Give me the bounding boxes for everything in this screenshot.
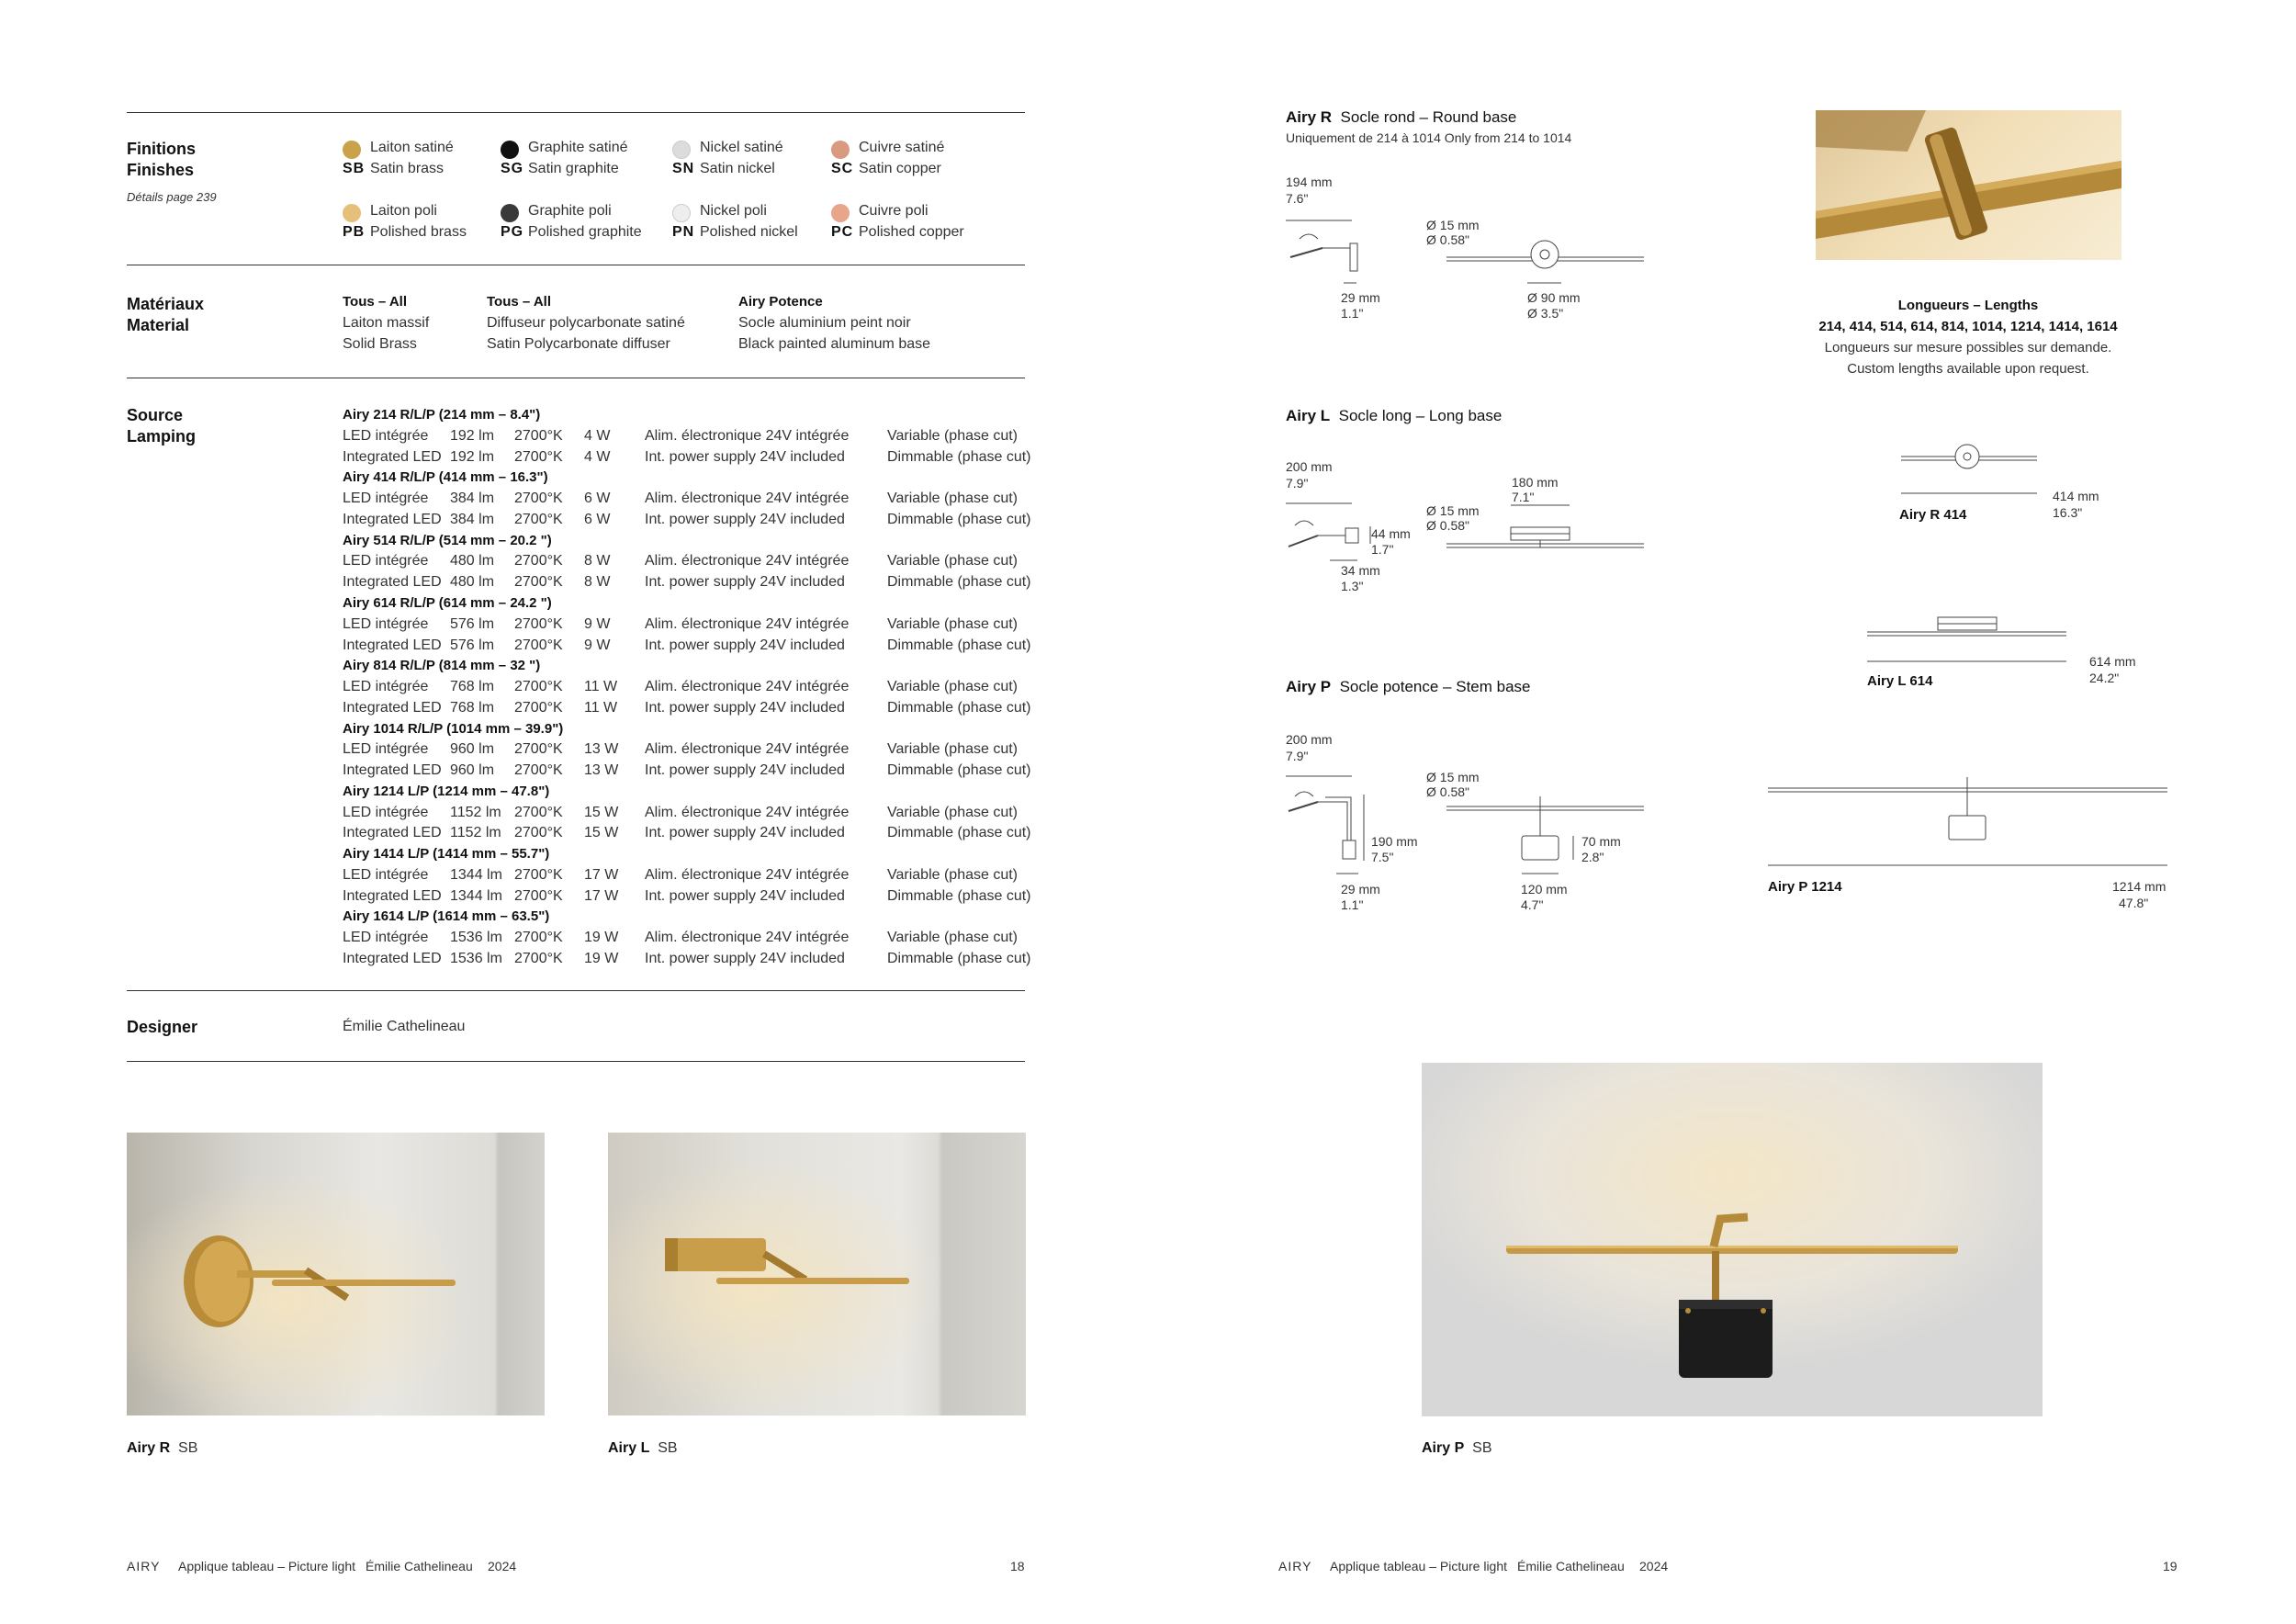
material-col-en: Black painted aluminum base xyxy=(738,336,931,352)
source-color-temp: 2700°K xyxy=(514,511,563,527)
designer-label: Designer xyxy=(127,1018,198,1036)
material-col-en: Satin Polycarbonate diffuser xyxy=(487,336,670,352)
finish-name-en: Polished copper xyxy=(859,224,964,240)
finish-name-en: Satin brass xyxy=(370,161,445,176)
source-lumens: 1536 lm xyxy=(450,951,502,966)
source-lumens: 960 lm xyxy=(450,762,495,779)
source-dimming: Variable (phase cut) xyxy=(887,930,1018,946)
source-led-type: LED intégrée xyxy=(343,553,429,570)
finish-name-fr: Nickel poli xyxy=(700,203,767,219)
source-power-supply: Int. power supply 24V included xyxy=(645,951,845,966)
source-led-type: LED intégrée xyxy=(343,427,429,444)
airy-l-dim-height-in: 1.7" xyxy=(1371,542,1394,557)
finish-code: PN xyxy=(672,224,695,240)
source-led-type: LED intégrée xyxy=(343,491,429,507)
footer-year-right: 2024 xyxy=(1639,1559,1669,1573)
airy-r-heading xyxy=(1286,108,1516,127)
airy-l-dim-tube: Ø 15 mm xyxy=(1426,503,1480,518)
source-power-supply: Int. power supply 24V included xyxy=(645,887,845,904)
material-col-fr: Diffuseur polycarbonate satiné xyxy=(487,315,685,331)
airy-p-dim-tube: Ø 15 mm xyxy=(1426,770,1480,784)
source-dimming: Variable (phase cut) xyxy=(887,741,1018,758)
source-led-type: LED intégrée xyxy=(343,930,429,946)
airy-l-dim-width: 200 mm xyxy=(1286,459,1333,474)
finish-code: SB xyxy=(343,161,366,176)
source-led-type: LED intégrée xyxy=(343,679,429,694)
source-led-type: Integrated LED xyxy=(343,825,442,841)
photo-detail-joint xyxy=(1816,110,2122,260)
source-led-type: Integrated LED xyxy=(343,448,442,465)
airy-r-lamp-illustration xyxy=(127,1133,545,1415)
airy-p-dim-height-in: 7.5" xyxy=(1371,850,1394,864)
source-led-type: Integrated LED xyxy=(343,887,442,904)
divider-top xyxy=(127,112,1025,113)
source-power-supply: Int. power supply 24V included xyxy=(645,825,845,841)
source-wattage: 9 W xyxy=(584,615,611,632)
airy-p-dim-width-in: 7.9" xyxy=(1286,749,1309,763)
source-power-supply: Int. power supply 24V included xyxy=(645,448,845,465)
source-wattage: 8 W xyxy=(584,574,611,591)
airy-p-dim-height: 190 mm xyxy=(1371,834,1418,849)
source-model-title: Airy 414 R/L/P (414 mm – 16.3") xyxy=(343,469,548,486)
airy-l-dim-tube-in: Ø 0.58" xyxy=(1426,518,1469,533)
source-lumens: 1152 lm xyxy=(450,825,501,841)
example-airy-l-614-mm: 614 mm xyxy=(2089,654,2136,669)
airy-r-dim-width: 194 mm xyxy=(1286,175,1333,189)
source-dimming: Dimmable (phase cut) xyxy=(887,574,1031,591)
footer-brand-left: AIRY xyxy=(127,1559,161,1573)
source-lumens: 1536 lm xyxy=(450,930,502,946)
finish-code: SC xyxy=(831,161,854,176)
finish-name-en: Polished brass xyxy=(370,224,467,240)
finish-name-en: Satin copper xyxy=(859,161,941,176)
source-power-supply: Int. power supply 24V included xyxy=(645,574,845,591)
finish-code: SN xyxy=(672,161,695,176)
source-color-temp: 2700°K xyxy=(514,448,563,465)
source-lumens: 480 lm xyxy=(450,574,495,591)
source-power-supply: Int. power supply 24V included xyxy=(645,511,845,527)
source-model-title: Airy 1014 R/L/P (1014 mm – 39.9") xyxy=(343,720,564,737)
footer-designer-right: Émilie Cathelineau xyxy=(1517,1559,1625,1573)
airy-r-dim-tube: Ø 15 mm xyxy=(1426,218,1480,232)
source-lumens: 768 lm xyxy=(450,699,495,716)
airy-r-dim-depth-in: 1.1" xyxy=(1341,306,1364,321)
example-airy-l-614-in: 24.2" xyxy=(2089,671,2120,685)
source-wattage: 4 W xyxy=(584,427,611,444)
caption-airy-r xyxy=(127,1439,197,1458)
photo-airy-p xyxy=(1422,1063,2043,1416)
source-power-supply: Alim. électronique 24V intégrée xyxy=(645,427,850,444)
source-led-type: Integrated LED xyxy=(343,511,442,527)
airy-r-name: Airy R xyxy=(1286,108,1333,126)
finish-code: PB xyxy=(343,224,366,240)
source-wattage: 8 W xyxy=(584,553,611,570)
caption-finish: SB xyxy=(1472,1440,1492,1456)
source-dimming: Variable (phase cut) xyxy=(887,615,1018,632)
divider-source xyxy=(127,990,1025,991)
page-number-right: 19 xyxy=(2163,1559,2178,1573)
material-col-en: Solid Brass xyxy=(343,336,417,352)
source-dimming: Variable (phase cut) xyxy=(887,553,1018,570)
footer-type-left: Applique tableau – Picture light xyxy=(178,1559,356,1573)
example-airy-r-414-label: Airy R 414 xyxy=(1899,507,1967,523)
caption-airy-l xyxy=(608,1439,678,1458)
source-model-title: Airy 1614 L/P (1614 mm – 63.5") xyxy=(343,908,550,925)
caption-model: Airy P xyxy=(1422,1440,1465,1456)
airy-r-dim-tube-in: Ø 0.58" xyxy=(1426,232,1469,247)
source-led-type: Integrated LED xyxy=(343,951,442,966)
source-model-title: Airy 514 R/L/P (514 mm – 20.2 ") xyxy=(343,532,552,548)
airy-l-dim-depth: 34 mm xyxy=(1341,563,1380,578)
material-label-fr: Matériaux xyxy=(127,295,205,313)
source-lumens: 576 lm xyxy=(450,615,495,632)
source-model-title: Airy 1414 L/P (1414 mm – 55.7") xyxy=(343,846,550,863)
material-col-title: Airy Potence xyxy=(738,294,823,310)
source-color-temp: 2700°K xyxy=(514,553,563,570)
lengths-note-fr: Longueurs sur mesure possibles sur demande. xyxy=(1824,340,2112,355)
finish-swatch-pc xyxy=(831,204,850,222)
source-dimming: Dimmable (phase cut) xyxy=(887,887,1031,904)
airy-l-dim-base-in: 7.1" xyxy=(1512,490,1535,504)
source-lumens: 576 lm xyxy=(450,637,495,653)
source-color-temp: 2700°K xyxy=(514,930,563,946)
finishes-note: Détails page 239 xyxy=(127,190,217,204)
source-wattage: 15 W xyxy=(584,825,619,841)
airy-p-dim-box-height: 70 mm xyxy=(1581,834,1621,849)
source-color-temp: 2700°K xyxy=(514,574,563,591)
source-label-fr: Source xyxy=(127,406,184,424)
source-dimming: Dimmable (phase cut) xyxy=(887,951,1031,966)
source-lumens: 1152 lm xyxy=(450,804,501,820)
material-col-title: Tous – All xyxy=(487,294,552,310)
source-wattage: 6 W xyxy=(584,511,611,527)
source-dimming: Variable (phase cut) xyxy=(887,866,1018,883)
source-power-supply: Int. power supply 24V included xyxy=(645,762,845,779)
caption-model: Airy R xyxy=(127,1440,171,1456)
source-power-supply: Alim. électronique 24V intégrée xyxy=(645,491,850,507)
source-wattage: 11 W xyxy=(584,679,618,694)
finishes-label-en: Finishes xyxy=(127,161,195,179)
airy-p-heading xyxy=(1286,678,1531,696)
airy-p-drawing xyxy=(1281,730,1667,891)
finish-name-fr: Graphite satiné xyxy=(528,140,628,155)
finish-code: PC xyxy=(831,224,854,240)
source-led-type: LED intégrée xyxy=(343,741,429,758)
source-lumens: 480 lm xyxy=(450,553,495,570)
finish-name-fr: Cuivre satiné xyxy=(859,140,945,155)
footer-type-right: Applique tableau – Picture light xyxy=(1330,1559,1508,1573)
source-led-type: LED intégrée xyxy=(343,804,429,820)
source-model-title: Airy 1214 L/P (1214 mm – 47.8") xyxy=(343,783,550,799)
airy-p-dim-depth-in: 1.1" xyxy=(1341,897,1364,912)
photo-airy-r xyxy=(127,1133,545,1415)
source-model-title: Airy 214 R/L/P (214 mm – 8.4") xyxy=(343,407,541,423)
source-led-type: LED intégrée xyxy=(343,866,429,883)
source-color-temp: 2700°K xyxy=(514,637,563,653)
airy-l-heading xyxy=(1286,407,1502,425)
source-lumens: 192 lm xyxy=(450,448,495,465)
source-dimming: Variable (phase cut) xyxy=(887,679,1018,694)
source-wattage: 17 W xyxy=(584,887,619,904)
example-airy-r-414-in: 16.3" xyxy=(2053,505,2083,520)
example-airy-r-414-drawing xyxy=(1892,436,2048,505)
joint-detail-illustration xyxy=(1816,110,2122,260)
material-col-fr: Socle aluminium peint noir xyxy=(738,315,911,331)
airy-p-dim-depth: 29 mm xyxy=(1341,882,1380,897)
source-lumens: 1344 lm xyxy=(450,866,502,883)
divider-designer xyxy=(127,1061,1025,1062)
source-color-temp: 2700°K xyxy=(514,679,563,694)
finish-code: SG xyxy=(501,161,524,176)
finish-swatch-pn xyxy=(672,204,691,222)
airy-l-dim-height: 44 mm xyxy=(1371,526,1411,541)
source-color-temp: 2700°K xyxy=(514,741,563,758)
airy-p-lamp-illustration xyxy=(1422,1063,2043,1416)
source-lumens: 960 lm xyxy=(450,741,495,758)
source-dimming: Dimmable (phase cut) xyxy=(887,762,1031,779)
finishes-label-fr: Finitions xyxy=(127,140,196,158)
finish-swatch-pg xyxy=(501,204,519,222)
source-color-temp: 2700°K xyxy=(514,804,563,820)
designer-name: Émilie Cathelineau xyxy=(343,1019,466,1034)
source-wattage: 9 W xyxy=(584,637,611,653)
caption-model: Airy L xyxy=(608,1440,650,1456)
source-dimming: Dimmable (phase cut) xyxy=(887,825,1031,841)
lengths-values: 214, 414, 514, 614, 814, 1014, 1214, 1414, 1614 xyxy=(1818,319,2118,334)
finish-name-en: Satin graphite xyxy=(528,161,619,176)
example-airy-p-1214-drawing xyxy=(1763,772,2177,873)
source-wattage: 4 W xyxy=(584,448,611,465)
example-airy-p-1214-in: 47.8" xyxy=(2119,896,2149,910)
source-lumens: 1344 lm xyxy=(450,887,502,904)
airy-r-dim-width-in: 7.6" xyxy=(1286,191,1309,206)
airy-r-note: Uniquement de 214 à 1014 Only from 214 to 1014 xyxy=(1286,130,1572,145)
finish-swatch-sc xyxy=(831,141,850,159)
source-wattage: 19 W xyxy=(584,930,619,946)
source-lumens: 384 lm xyxy=(450,511,495,527)
airy-p-name: Airy P xyxy=(1286,678,1332,695)
source-power-supply: Alim. électronique 24V intégrée xyxy=(645,615,850,632)
material-col-title: Tous – All xyxy=(343,294,408,310)
airy-l-base: Socle long – Long base xyxy=(1338,407,1503,424)
finish-name-fr: Cuivre poli xyxy=(859,203,929,219)
finish-swatch-sg xyxy=(501,141,519,159)
airy-p-dim-box-width: 120 mm xyxy=(1521,882,1568,897)
airy-r-base: Socle rond – Round base xyxy=(1340,108,1517,126)
example-airy-l-614-label: Airy L 614 xyxy=(1867,673,1933,689)
source-dimming: Dimmable (phase cut) xyxy=(887,448,1031,465)
source-dimming: Variable (phase cut) xyxy=(887,804,1018,820)
source-power-supply: Alim. électronique 24V intégrée xyxy=(645,679,850,694)
footer-year-left: 2024 xyxy=(488,1559,517,1573)
source-power-supply: Int. power supply 24V included xyxy=(645,699,845,716)
source-color-temp: 2700°K xyxy=(514,866,563,883)
source-led-type: Integrated LED xyxy=(343,637,442,653)
source-led-type: Integrated LED xyxy=(343,574,442,591)
finish-swatch-sn xyxy=(672,141,691,159)
source-lumens: 384 lm xyxy=(450,491,495,507)
airy-p-dim-tube-in: Ø 0.58" xyxy=(1426,784,1469,799)
finish-name-fr: Laiton poli xyxy=(370,203,437,219)
source-color-temp: 2700°K xyxy=(514,491,563,507)
source-dimming: Dimmable (phase cut) xyxy=(887,699,1031,716)
airy-l-dim-width-in: 7.9" xyxy=(1286,476,1309,491)
source-dimming: Variable (phase cut) xyxy=(887,427,1018,444)
source-power-supply: Alim. électronique 24V intégrée xyxy=(645,866,850,883)
finish-name-en: Polished graphite xyxy=(528,224,642,240)
source-power-supply: Alim. électronique 24V intégrée xyxy=(645,741,850,758)
source-led-type: Integrated LED xyxy=(343,762,442,779)
airy-l-dim-depth-in: 1.3" xyxy=(1341,579,1364,593)
source-model-title: Airy 614 R/L/P (614 mm – 24.2 ") xyxy=(343,594,552,611)
example-airy-r-414-mm: 414 mm xyxy=(2053,489,2099,503)
airy-p-dim-width: 200 mm xyxy=(1286,732,1333,747)
caption-airy-p xyxy=(1422,1439,1491,1458)
example-airy-p-1214-mm: 1214 mm xyxy=(2112,879,2167,894)
page-number-left: 18 xyxy=(1010,1559,1025,1573)
source-dimming: Dimmable (phase cut) xyxy=(887,637,1031,653)
source-model-title: Airy 814 R/L/P (814 mm – 32 ") xyxy=(343,658,541,674)
airy-r-dim-depth: 29 mm xyxy=(1341,290,1380,305)
airy-l-dim-base: 180 mm xyxy=(1512,475,1559,490)
source-wattage: 15 W xyxy=(584,804,619,820)
source-label-en: Lamping xyxy=(127,427,196,445)
lengths-title: Longueurs – Lengths xyxy=(1897,298,2039,313)
footer-brand-right: AIRY xyxy=(1278,1559,1312,1573)
source-led-type: LED intégrée xyxy=(343,615,429,632)
airy-p-base: Socle potence – Stem base xyxy=(1339,678,1531,695)
finish-swatch-pb xyxy=(343,204,361,222)
source-color-temp: 2700°K xyxy=(514,615,563,632)
airy-p-dim-box-width-in: 4.7" xyxy=(1521,897,1544,912)
source-wattage: 13 W xyxy=(584,762,619,779)
source-wattage: 6 W xyxy=(584,491,611,507)
airy-p-dim-box-height-in: 2.8" xyxy=(1581,850,1604,864)
source-color-temp: 2700°K xyxy=(514,762,563,779)
source-color-temp: 2700°K xyxy=(514,887,563,904)
footer-designer-left: Émilie Cathelineau xyxy=(366,1559,473,1573)
finish-name-en: Satin nickel xyxy=(700,161,775,176)
example-airy-l-614-drawing xyxy=(1863,606,2074,671)
source-power-supply: Alim. électronique 24V intégrée xyxy=(645,930,850,946)
source-led-type: Integrated LED xyxy=(343,699,442,716)
source-dimming: Dimmable (phase cut) xyxy=(887,511,1031,527)
finish-code: PG xyxy=(501,224,524,240)
source-color-temp: 2700°K xyxy=(514,825,563,841)
example-airy-p-1214-label: Airy P 1214 xyxy=(1768,879,1842,895)
finish-name-fr: Laiton satiné xyxy=(370,140,454,155)
source-color-temp: 2700°K xyxy=(514,951,563,966)
source-power-supply: Alim. électronique 24V intégrée xyxy=(645,804,850,820)
source-power-supply: Int. power supply 24V included xyxy=(645,637,845,653)
finish-swatch-sb xyxy=(343,141,361,159)
photo-airy-l xyxy=(608,1133,1026,1415)
source-color-temp: 2700°K xyxy=(514,699,563,716)
source-lumens: 768 lm xyxy=(450,679,495,694)
source-wattage: 11 W xyxy=(584,699,618,716)
finish-name-fr: Graphite poli xyxy=(528,203,612,219)
lengths-note-en: Custom lengths available upon request. xyxy=(1847,361,2089,377)
finish-name-en: Polished nickel xyxy=(700,224,798,240)
source-wattage: 13 W xyxy=(584,741,619,758)
material-col-fr: Laiton massif xyxy=(343,315,430,331)
source-wattage: 17 W xyxy=(584,866,619,883)
airy-r-dim-base-in: Ø 3.5" xyxy=(1527,306,1564,321)
finish-name-fr: Nickel satiné xyxy=(700,140,783,155)
source-wattage: 19 W xyxy=(584,951,619,966)
source-power-supply: Alim. électronique 24V intégrée xyxy=(645,553,850,570)
source-lumens: 192 lm xyxy=(450,427,495,444)
airy-l-lamp-illustration xyxy=(608,1133,1026,1415)
caption-finish: SB xyxy=(658,1440,678,1456)
material-label-en: Material xyxy=(127,316,190,334)
source-color-temp: 2700°K xyxy=(514,427,563,444)
airy-r-dim-base: Ø 90 mm xyxy=(1527,290,1581,305)
airy-l-name: Airy L xyxy=(1286,407,1331,424)
source-dimming: Variable (phase cut) xyxy=(887,491,1018,507)
caption-finish: SB xyxy=(178,1440,198,1456)
airy-l-drawing xyxy=(1281,459,1667,597)
